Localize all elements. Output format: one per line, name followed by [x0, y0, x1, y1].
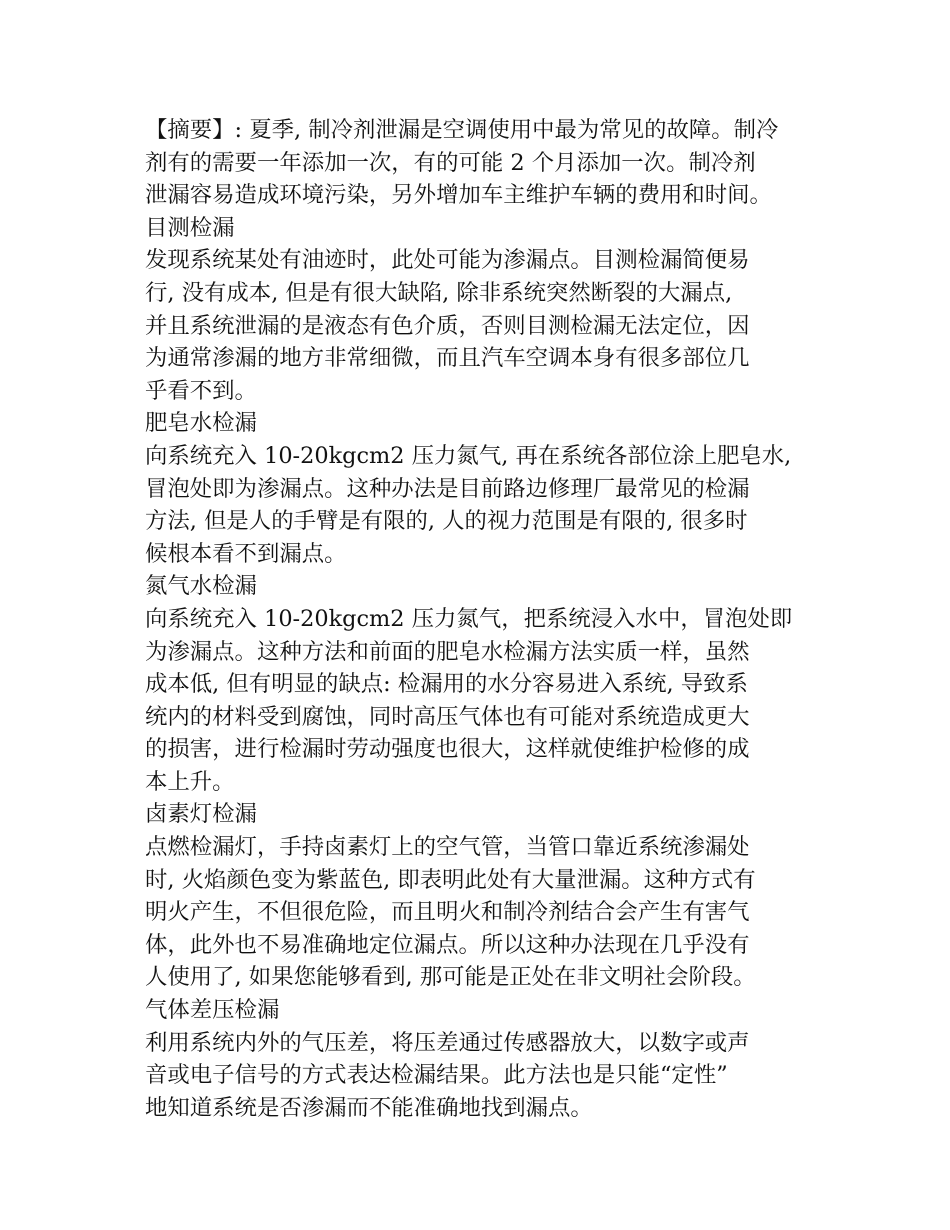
paragraph-line: 发现系统某处有油迹时，此处可能为渗漏点。目测检漏简便易 — [145, 247, 750, 274]
section-heading: 氮气水检漏 — [145, 573, 257, 600]
paragraph-line: 向系统充入 10-20kgcm2 压力氮气，把系统浸入水中，冒泡处即 — [145, 605, 793, 632]
section-soap-water — [145, 407, 815, 570]
abstract-line: 泄漏容易造成环境污染，另外增加车主维护车辆的费用和时间。 — [145, 182, 772, 209]
section-halogen-lamp — [145, 798, 815, 994]
paragraph-line: 时, 火焰颜色变为紫蓝色, 即表明此处有大量泄漏。这种方式有 — [145, 866, 756, 893]
section-pressure-difference — [145, 994, 815, 1124]
paragraph-line: 方法, 但是人的手臂是有限的, 人的视力范围是有限的, 很多时 — [145, 508, 748, 535]
paragraph-line: 为渗漏点。这种方法和前面的肥皂水检漏方法实质一样，虽然 — [145, 638, 750, 665]
paragraph-line: 并且系统泄漏的是液态有色介质，否则目测检漏无法定位，因 — [145, 312, 750, 339]
section-nitrogen-water — [145, 570, 815, 798]
paragraph-line: 行, 没有成本, 但是有很大缺陷, 除非系统突然断裂的大漏点, — [145, 279, 733, 306]
section-heading: 肥皂水检漏 — [145, 410, 257, 437]
paragraph-line: 为通常渗漏的地方非常细微，而且汽车空调本身有很多部位几 — [145, 345, 750, 372]
paragraph-line: 地知道系统是否渗漏而不能准确地找到漏点。 — [145, 1094, 593, 1121]
paragraph-line: 人使用了, 如果您能够看到, 那可能是正处在非文明社会阶段。 — [145, 964, 756, 991]
section-visual-inspection — [145, 212, 815, 408]
paragraph-line: 向系统充入 10-20kgcm2 压力氮气, 再在系统各部位涂上肥皂水, — [145, 442, 792, 469]
paragraph-line: 冒泡处即为渗漏点。这种办法是目前路边修理厂最常见的检漏 — [145, 475, 750, 502]
abstract-line: 剂有的需要一年添加一次，有的可能 2 个月添加一次。制冷剂 — [145, 149, 756, 176]
abstract-line: 【摘要】: 夏季, 制冷剂泄漏是空调使用中最为常见的故障。制冷 — [145, 117, 779, 143]
paragraph-line: 点燃检漏灯，手持卤素灯上的空气管，当管口靠近系统渗漏处 — [145, 834, 750, 861]
section-heading: 气体差压检漏 — [145, 997, 280, 1024]
paragraph-line: 明火产生，不但很危险，而且明火和制冷剂结合会产生有害气 — [145, 899, 750, 926]
paragraph-line: 本上升。 — [145, 768, 235, 795]
paragraph-line: 利用系统内外的气压差，将压差通过传感器放大，以数字或声 — [145, 1029, 750, 1056]
document-body — [145, 114, 815, 1124]
paragraph-line: 统内的材料受到腐蚀，同时高压气体也有可能对系统造成更大 — [145, 703, 750, 730]
section-heading: 目测检漏 — [145, 214, 235, 241]
paragraph-line: 成本低, 但有明显的缺点: 检漏用的水分容易进入系统, 导致系 — [145, 671, 748, 698]
paragraph-line: 音或电子信号的方式表达检漏结果。此方法也是只能“定性” — [145, 1062, 728, 1089]
paragraph-line: 的损害，进行检漏时劳动强度也很大，这样就使维护检修的成 — [145, 736, 750, 763]
paragraph-line: 乎看不到。 — [145, 377, 257, 404]
paragraph-line: 候根本看不到漏点。 — [145, 540, 347, 567]
paragraph-line: 体，此外也不易准确地定位漏点。所以这种办法现在几乎没有 — [145, 931, 750, 958]
abstract-paragraph — [145, 114, 815, 212]
section-heading: 卤素灯检漏 — [145, 801, 257, 828]
